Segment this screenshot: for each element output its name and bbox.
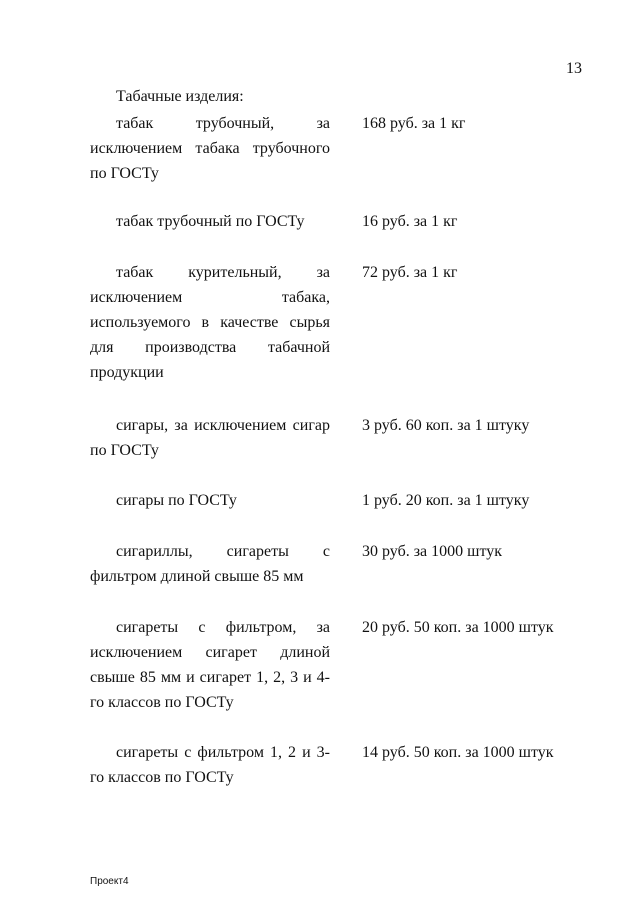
tax-rate: 16 руб. за 1 кг — [362, 213, 458, 230]
product-name: сигары, за исключением сигар по ГОСТу — [90, 417, 330, 459]
product-name: сигареты с фильтром, за исключением сигарет длиной свыше 85 мм и сигарет 1, 2, 3 и 4-го классов по ГОСТу — [90, 619, 330, 711]
tax-rate: 72 руб. за 1 кг — [362, 264, 458, 281]
footer-label: Проект4 — [90, 876, 129, 887]
tax-rate: 168 руб. за 1 кг — [362, 115, 466, 132]
product-name: сигариллы, сигареты с фильтром длиной свыше 85 мм — [90, 543, 330, 585]
product-name: табак трубочный по ГОСТу — [116, 213, 305, 230]
tax-rate: 14 руб. 50 коп. за 1000 штук — [362, 744, 554, 761]
tax-rate: 3 руб. 60 коп. за 1 штуку — [362, 417, 530, 434]
product-name: сигареты с фильтром 1, 2 и 3-го классов по ГОСТу — [90, 744, 330, 786]
section-heading: Табачные изделия: — [116, 88, 244, 105]
product-name: табак курительный, за исключением табака, используемого в качестве сырья для производства табачной продукции — [90, 264, 330, 381]
product-name: сигары по ГОСТу — [116, 492, 237, 509]
product-name: табак трубочный, за исключением табака трубочного по ГОСТу — [90, 115, 330, 182]
tax-rate: 20 руб. 50 коп. за 1000 штук — [362, 619, 554, 636]
page-number: 13 — [566, 60, 582, 77]
tax-rate: 30 руб. за 1000 штук — [362, 543, 503, 560]
tax-rate: 1 руб. 20 коп. за 1 штуку — [362, 492, 530, 509]
